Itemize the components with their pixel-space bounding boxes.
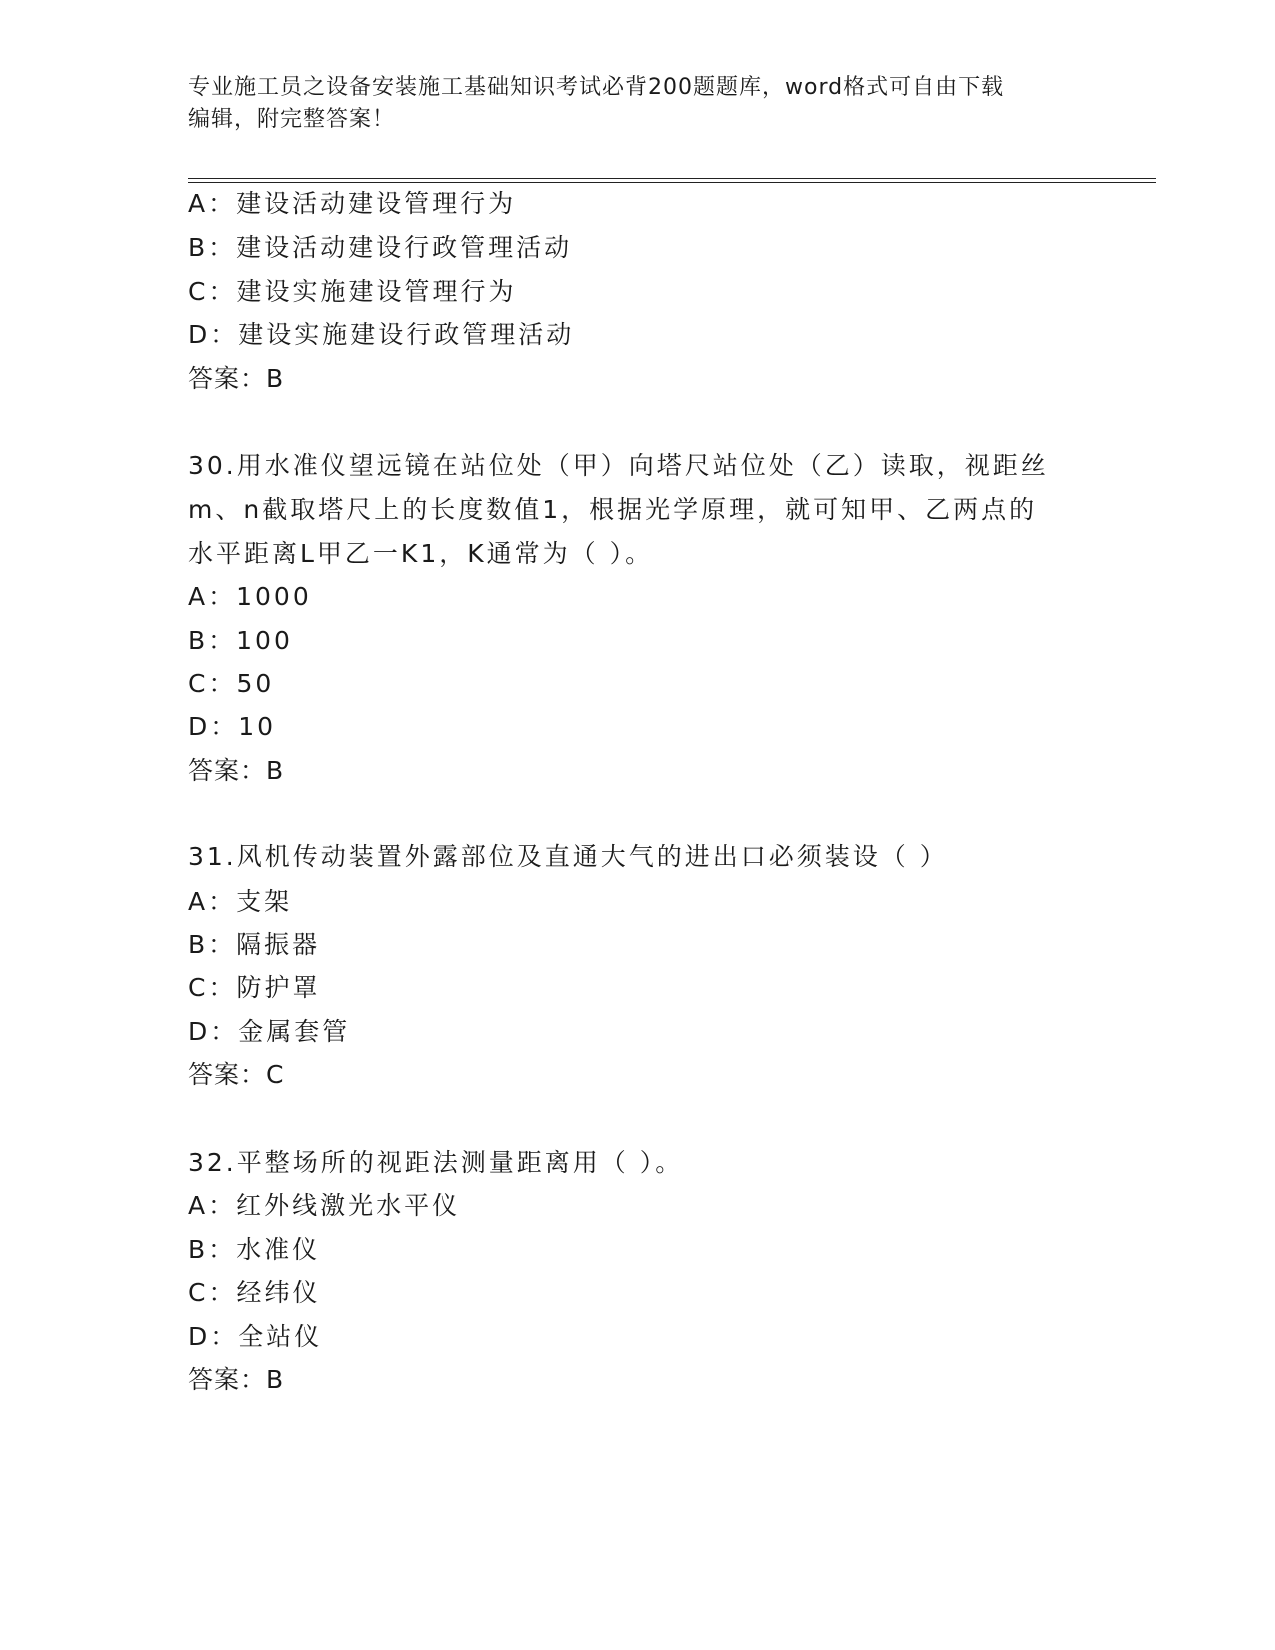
header-line-1: 专业施工员之设备安装施工基础知识考试必背200题题库，word格式可自由下载	[188, 75, 1005, 100]
q30-option-a: A：1000	[188, 582, 312, 611]
q30-stem-line-2: m、n截取塔尺上的长度数值1，根据光学原理，就可知甲、乙两点的	[188, 495, 1038, 524]
q30-option-d: D：10	[188, 712, 277, 741]
q29-option-b: B：建设活动建设行政管理活动	[188, 233, 573, 262]
q31-option-b: B：隔振器	[188, 930, 321, 959]
q30-stem-line-1: 30.用水准仪望远镜在站位处（甲）向塔尺站位处（乙）读取，视距丝	[188, 451, 1049, 480]
q29-option-a: A：建设活动建设管理行为	[188, 189, 517, 218]
q32-option-c: C：经纬仪	[188, 1278, 321, 1307]
q31-option-a: A：支架	[188, 887, 293, 916]
q29-answer: 答案：B	[188, 364, 285, 393]
q30-answer: 答案：B	[188, 756, 285, 785]
q32-option-a: A：红外线激光水平仪	[188, 1191, 461, 1220]
q29-option-c: C：建设实施建设管理行为	[188, 277, 517, 306]
q32-stem-line-1: 32.平整场所的视距法测量距离用（ ）。	[188, 1148, 684, 1177]
q31-answer: 答案：C	[188, 1060, 285, 1089]
q32-option-b: B：水准仪	[188, 1235, 321, 1264]
q31-option-d: D：金属套管	[188, 1017, 351, 1046]
q29-option-d: D：建设实施建设行政管理活动	[188, 320, 575, 349]
q32-answer: 答案：B	[188, 1365, 285, 1394]
q32-option-d: D：全站仪	[188, 1322, 323, 1351]
document-header	[188, 72, 1088, 136]
q30-option-c: C：50	[188, 669, 275, 698]
q30-stem-line-3: 水平距离L甲乙一K1，K通常为（ ）。	[188, 539, 654, 568]
q31-option-c: C：防护罩	[188, 973, 321, 1002]
header-line-2: 编辑，附完整答案！	[188, 107, 396, 132]
header-divider	[188, 178, 1156, 183]
q31-stem-line-1: 31.风机传动装置外露部位及直通大气的进出口必须装设（ ）	[188, 842, 948, 871]
q30-option-b: B：100	[188, 626, 293, 655]
